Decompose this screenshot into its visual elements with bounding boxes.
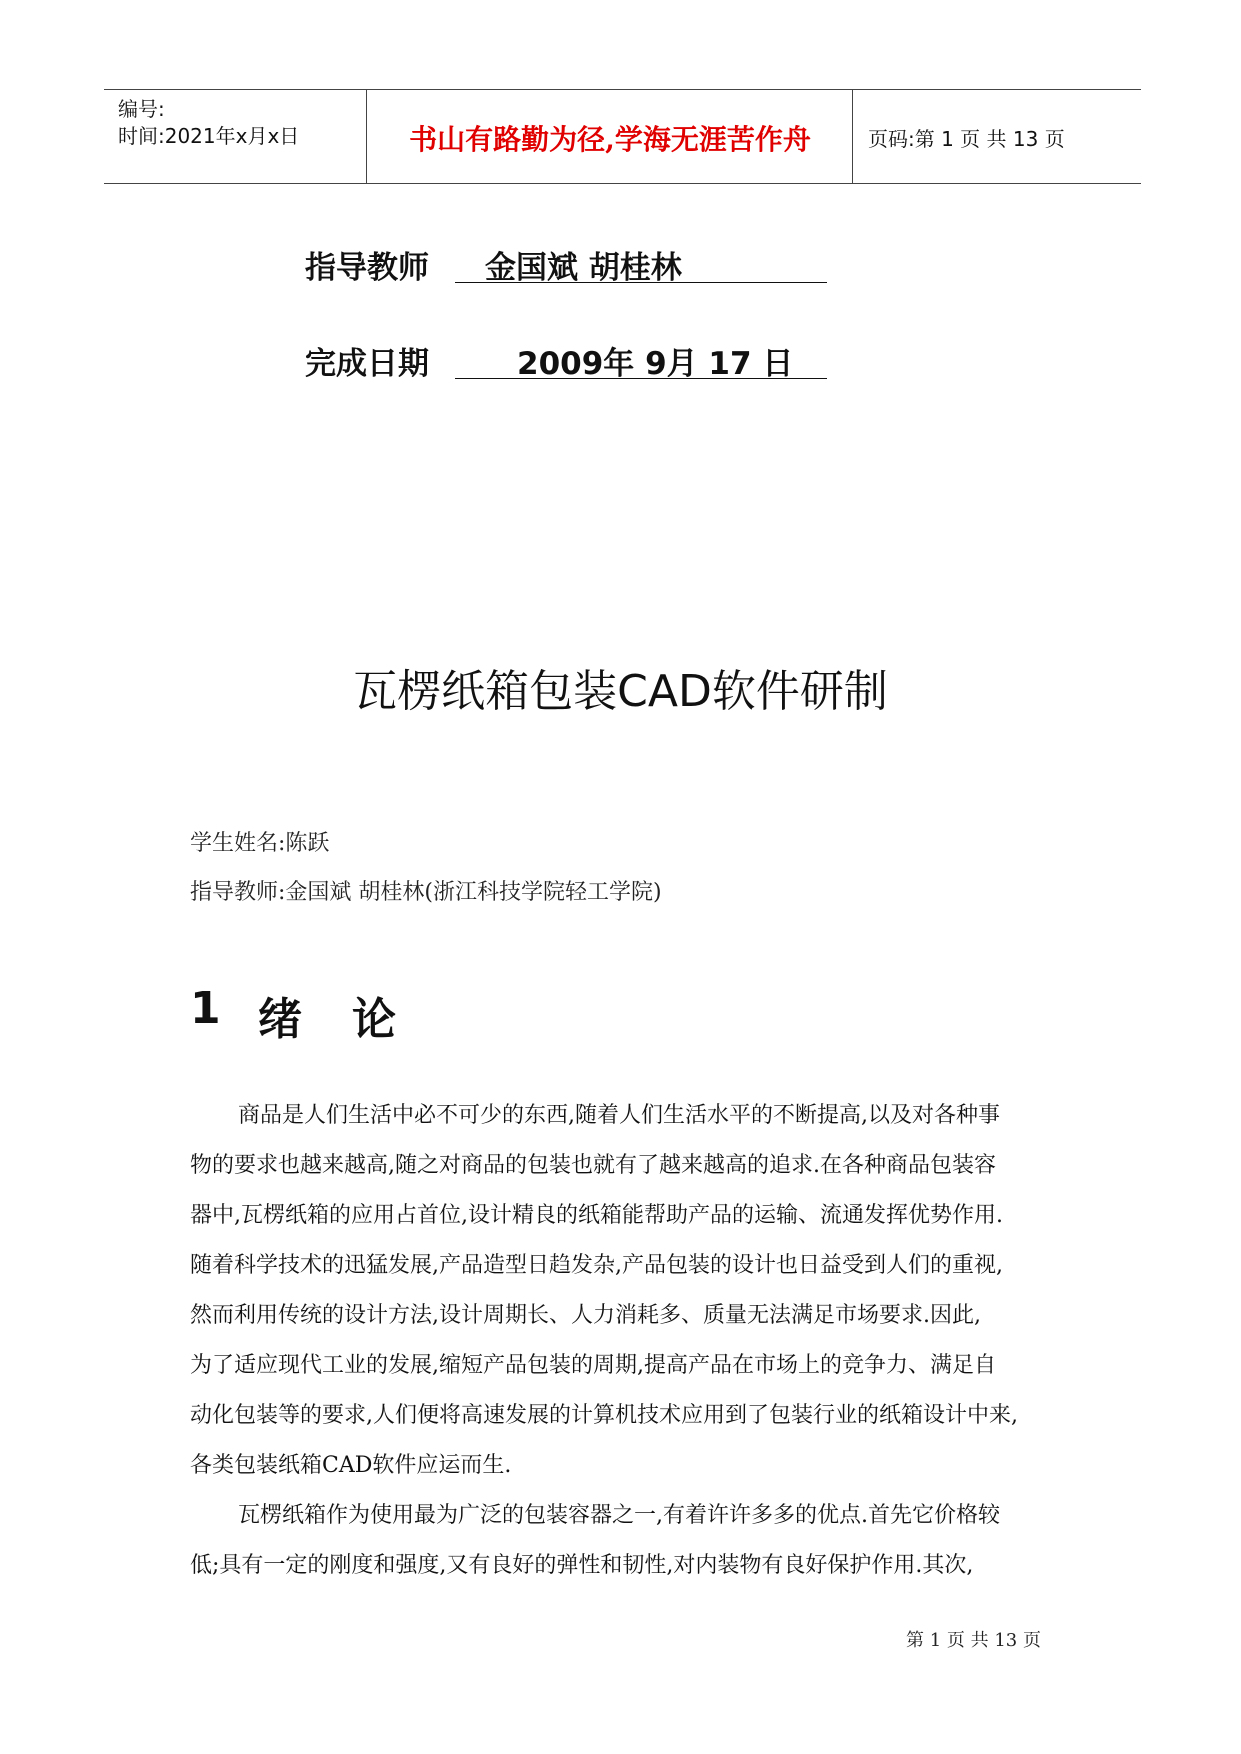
section-word-2: 论 (352, 994, 396, 1045)
paragraph-line: 商品是人们生活中必不可少的东西,随着人们生活水平的不断提高,以及对各种事 (238, 1103, 1000, 1128)
paragraph-line: 各类包装纸箱CAD软件应运而生. (190, 1453, 512, 1478)
header-table (104, 89, 1141, 184)
paragraph-line: 器中,瓦楞纸箱的应用占首位,设计精良的纸箱能帮助产品的运输、流通发挥优势作用. (190, 1203, 1003, 1228)
header-left-cell (104, 90, 367, 183)
paragraph-line: 然而利用传统的设计方法,设计周期长、人力消耗多、质量无法满足市场要求.因此, (190, 1303, 981, 1328)
document-title: 瓦楞纸箱包装CAD软件研制 (353, 666, 888, 717)
paragraph-line: 瓦楞纸箱作为使用最为广泛的包装容器之一,有着许许多多的优点.首先它价格较 (238, 1503, 1000, 1528)
paragraph-line: 为了适应现代工业的发展,缩短产品包装的周期,提高产品在市场上的竞争力、满足自 (190, 1353, 996, 1378)
paragraph-line: 动化包装等的要求,人们便将高速发展的计算机技术应用到了包装行业的纸箱设计中来, (190, 1403, 1018, 1428)
paragraph-line: 物的要求也越来越高,随之对商品的包装也就有了越来越高的追求.在各种商品包装容 (190, 1153, 996, 1178)
advisor-label: 指导教师 (305, 250, 429, 286)
paragraph-line: 随着科学技术的迅猛发展,产品造型日趋发杂,产品包装的设计也日益受到人们的重视, (190, 1253, 1003, 1278)
paragraph-line: 低;具有一定的刚度和强度,又有良好的弹性和韧性,对内装物有良好保护作用.其次, (190, 1553, 974, 1578)
code-label: 编号: (118, 97, 165, 121)
body-text (190, 1091, 1136, 1591)
section-word-1: 绪 (258, 994, 302, 1045)
advisor-affiliation: 指导教师:金国斌 胡桂林(浙江科技学院轻工学院) (190, 880, 662, 905)
student-name: 学生姓名:陈跃 (190, 831, 330, 856)
page-label: 页码:第 1 页 共 13 页 (868, 127, 1065, 151)
time-label: 时间:2021年x月x日 (118, 124, 300, 148)
motto: 书山有路勤为径,学海无涯苦作舟 (409, 123, 811, 156)
header-right-cell (854, 90, 1141, 183)
completion-date: 2009年 9月 17 日 (517, 346, 794, 382)
page-footer: 第 1 页 共 13 页 (906, 1630, 1041, 1651)
header-middle-cell (368, 90, 853, 183)
completion-label: 完成日期 (305, 346, 429, 382)
advisor-names: 金国斌 胡桂林 (485, 250, 682, 286)
section-number: 1 (190, 983, 221, 1034)
